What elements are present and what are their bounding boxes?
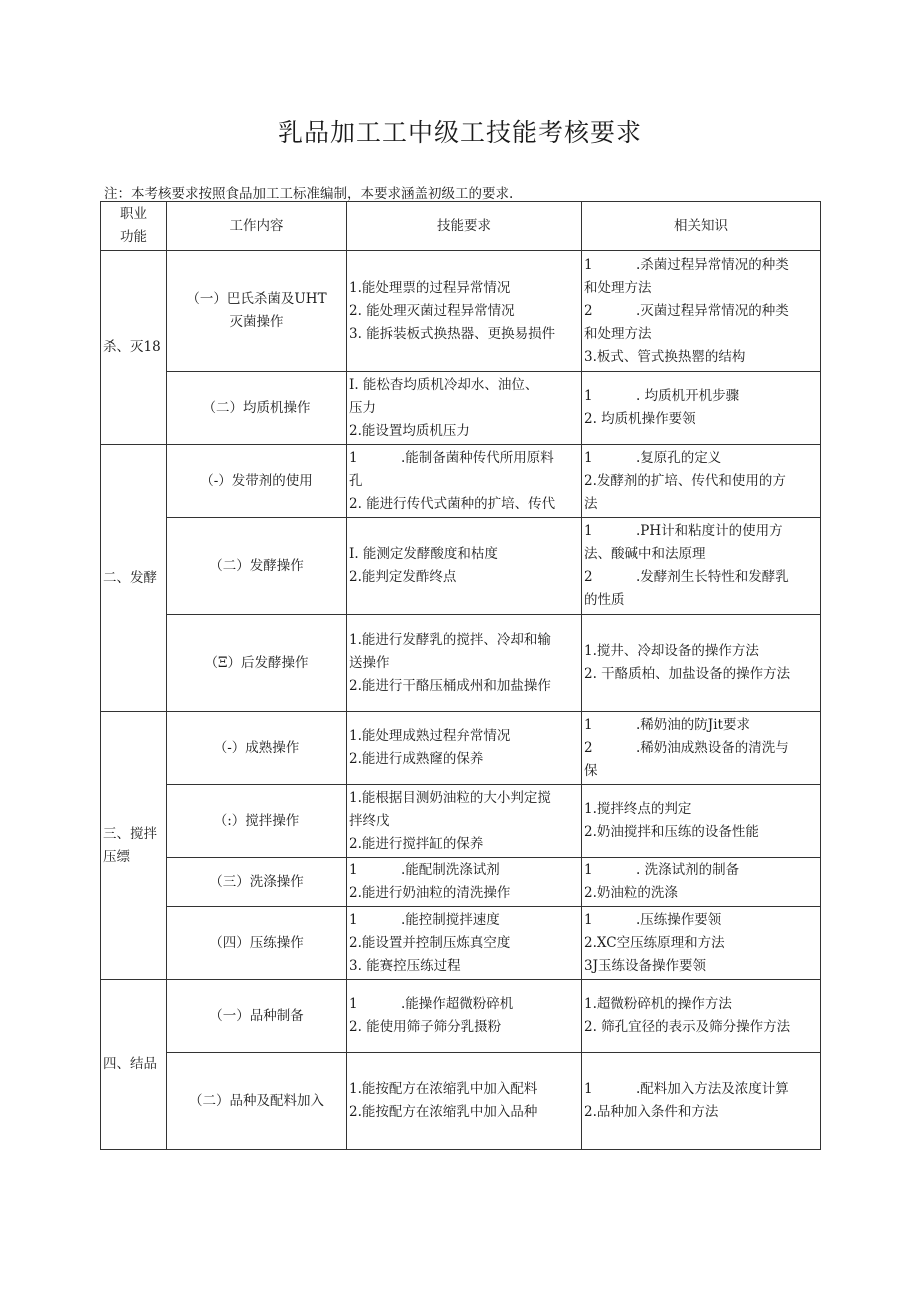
- item-text: 3.板式、管式换热罂的结构: [584, 348, 746, 365]
- work-content-cell: [167, 518, 347, 615]
- knowledge-line: [584, 859, 818, 882]
- work-line: （四）压练操作: [209, 934, 304, 951]
- table-row: [101, 1053, 821, 1150]
- item-text: 2.品种加入条件和方法: [584, 1104, 719, 1120]
- work-content-cell: [167, 785, 347, 858]
- knowledge-line: [584, 955, 818, 978]
- knowledge-line: [584, 714, 818, 737]
- knowledge-line: [584, 566, 818, 589]
- item-number: 2: [584, 569, 593, 585]
- item-text: 3. 能赛控压练过程: [349, 957, 461, 974]
- related-knowledge-cell: [582, 372, 821, 445]
- knowledge-line: [584, 909, 818, 932]
- knowledge-line: [584, 589, 818, 612]
- work-line: （一）品种制备: [209, 1007, 304, 1024]
- skill-line: [349, 1101, 579, 1124]
- skill-line: [349, 1078, 579, 1101]
- skill-requirement-cell: [347, 980, 582, 1053]
- function-cell: [101, 445, 167, 712]
- work-content-cell: [167, 907, 347, 980]
- skill-line: [349, 932, 579, 955]
- knowledge-line: [584, 447, 818, 470]
- item-number: 1: [584, 523, 593, 539]
- knowledge-line: [584, 520, 818, 543]
- related-knowledge-cell: [582, 858, 821, 907]
- header-skill: 技能要求: [347, 202, 582, 251]
- item-text: 1.能处理成熟过程弁常情况: [349, 728, 511, 744]
- item-number: 2: [584, 739, 593, 756]
- knowledge-line: [584, 760, 818, 783]
- item-text: 法、酸碱中和法原理: [584, 546, 706, 562]
- item-text: 2. 能进行传代式菌种的扩培、传代: [349, 495, 556, 512]
- work-content-cell: [167, 372, 347, 445]
- item-number: 1: [584, 911, 593, 928]
- table-row: [101, 518, 821, 615]
- skill-requirement-cell: [347, 712, 582, 785]
- skill-line: [349, 993, 579, 1016]
- item-text: 1.搅井、冷却设备的操作方法: [584, 643, 759, 659]
- skill-line: [349, 859, 579, 882]
- related-knowledge-cell: [582, 980, 821, 1053]
- knowledge-line: [584, 1016, 818, 1039]
- item-text: 送操作: [349, 654, 390, 671]
- function-cell: [101, 712, 167, 980]
- header-work: 工作内容: [167, 202, 347, 251]
- knowledge-line: [584, 470, 818, 493]
- item-text: .发酵剂生长特性和发酵乳: [636, 569, 789, 585]
- table-body: [101, 251, 821, 1150]
- item-text: 法: [584, 495, 598, 512]
- skill-line: [349, 955, 579, 978]
- item-text: 2.能进行奶油粒的清洗操作: [349, 885, 511, 901]
- item-text: 2.能判定发酢终点: [349, 569, 457, 585]
- skill-requirement-cell: [347, 785, 582, 858]
- skill-line: [349, 543, 579, 566]
- item-text: 2.能进行成熟窿的保养: [349, 751, 484, 767]
- work-line: （二）发酵操作: [209, 557, 304, 574]
- skill-line: [349, 833, 579, 856]
- item-text: 1.能按配方在浓缩乳中加入配料: [349, 1081, 538, 1097]
- work-content-cell: [167, 980, 347, 1053]
- function-line: 杀、灭18: [103, 339, 161, 355]
- function-line: 四、结品: [103, 1056, 157, 1072]
- related-knowledge-cell: [582, 518, 821, 615]
- related-knowledge-cell: [582, 445, 821, 518]
- item-number: 1: [584, 862, 593, 878]
- item-text: 2. 能使用筛子筛分乳摄粉: [349, 1019, 502, 1035]
- item-text: .能配制洗涤试剂: [401, 862, 500, 878]
- knowledge-line: [584, 993, 818, 1016]
- item-text: I. 能松杳均质机冷却水、油位、: [349, 376, 539, 393]
- table-row: [101, 907, 821, 980]
- skill-line: [349, 675, 579, 698]
- item-text: .复原孔的定义: [636, 449, 722, 466]
- note-text: 注：本考核要求按照食品加工工标准编制，本要求涵盖初级工的要求.: [104, 186, 514, 202]
- item-text: 2.发酵剂的扩培、传代和使用的方: [584, 472, 786, 489]
- skill-requirement-cell: [347, 615, 582, 712]
- skill-requirement-cell: [347, 858, 582, 907]
- knowledge-line: [584, 1101, 818, 1124]
- knowledge-line: [584, 385, 818, 408]
- work-line: （二）均质机操作: [202, 399, 311, 416]
- knowledge-line: [584, 277, 818, 300]
- item-text: .能制备菌种传代所用原料: [401, 449, 554, 466]
- item-text: 2.能设置均质机压力: [349, 422, 470, 439]
- item-text: 2.能设置并控制压炼真空度: [349, 934, 511, 951]
- table-header-row: [101, 202, 821, 251]
- item-number: 1: [349, 449, 358, 466]
- knowledge-line: [584, 346, 818, 369]
- related-knowledge-cell: [582, 907, 821, 980]
- item-text: 2.XC空压练原理和方法: [584, 934, 725, 951]
- work-content-cell: [167, 445, 347, 518]
- knowledge-line: [584, 543, 818, 566]
- skill-line: [349, 629, 579, 652]
- item-text: 压力: [349, 399, 376, 416]
- knowledge-line: [584, 408, 818, 431]
- knowledge-line: [584, 932, 818, 955]
- knowledge-line: [584, 323, 818, 346]
- skill-line: [349, 420, 579, 443]
- item-text: 2.奶油粒的洗涤: [584, 885, 678, 901]
- related-knowledge-cell: [582, 251, 821, 372]
- function-line: 压缥: [103, 848, 130, 865]
- header-function-line-2: 功能: [120, 229, 147, 245]
- item-text: .稀奶油成熟设备的清洗与: [636, 739, 789, 756]
- skills-table: [100, 201, 821, 1150]
- item-text: 的性质: [584, 592, 625, 608]
- related-knowledge-cell: [582, 785, 821, 858]
- knowledge-line: [584, 821, 818, 844]
- skill-requirement-cell: [347, 518, 582, 615]
- item-text: 3J玉练设备操作要领: [584, 957, 707, 974]
- work-line: （二）品种及配料加入: [189, 1092, 324, 1109]
- skill-requirement-cell: [347, 372, 582, 445]
- table-row: [101, 785, 821, 858]
- item-text: 2.能进行干酪压桶成州和加盐操作: [349, 677, 551, 694]
- item-text: .稀奶油的防Jit要求: [636, 716, 750, 733]
- skill-line: [349, 470, 579, 493]
- item-number: 1: [584, 256, 593, 273]
- item-text: 2. 筛孔宜径的表示及筛分操作方法: [584, 1019, 791, 1035]
- item-text: 1.能根据目测奶油粒的大小判定搅: [349, 789, 551, 806]
- item-number: 1: [349, 996, 358, 1012]
- item-text: I. 能测定发酵酸度和枯度: [349, 546, 498, 562]
- table-row: [101, 251, 821, 372]
- item-text: 2.能按配方在浓缩乳中加入品种: [349, 1104, 538, 1120]
- item-text: .杀菌过程异常情况的种类: [636, 256, 789, 273]
- work-line: （:）搅拌操作: [213, 812, 300, 829]
- skill-line: [349, 810, 579, 833]
- header-knowledge: 相关知识: [582, 202, 821, 251]
- related-knowledge-cell: [582, 615, 821, 712]
- knowledge-line: [584, 737, 818, 760]
- knowledge-line: [584, 882, 818, 905]
- skill-line: [349, 909, 579, 932]
- function-line: 二、发酵: [103, 569, 157, 586]
- function-cell: [101, 251, 167, 445]
- skill-line: [349, 447, 579, 470]
- item-number: 1: [584, 449, 593, 466]
- knowledge-line: [584, 300, 818, 323]
- item-text: .PH计和粘度计的使用方: [636, 523, 783, 539]
- table-row: [101, 615, 821, 712]
- item-text: 拌终戊: [349, 812, 390, 829]
- skill-line: [349, 748, 579, 771]
- work-content-cell: [167, 615, 347, 712]
- skill-line: [349, 566, 579, 589]
- item-text: 1.搅拌终点的判定: [584, 801, 692, 817]
- skill-line: [349, 725, 579, 748]
- item-text: 1.超微粉碎机的操作方法: [584, 996, 732, 1012]
- related-knowledge-cell: [582, 1053, 821, 1150]
- work-line: （-）成熟操作: [213, 739, 300, 756]
- related-knowledge-cell: [582, 712, 821, 785]
- item-text: 和处理方法: [584, 325, 652, 342]
- item-text: 2. 干酪质柏、加盐设备的操作方法: [584, 666, 791, 682]
- work-line: （三）洗涤操作: [209, 873, 304, 890]
- skill-line: [349, 374, 579, 397]
- item-text: 2.奶油搅拌和压练的设备性能: [584, 824, 759, 840]
- item-text: .灭菌过程异常情况的种类: [636, 302, 789, 319]
- knowledge-line: [584, 798, 818, 821]
- skill-requirement-cell: [347, 907, 582, 980]
- skill-line: [349, 1016, 579, 1039]
- skill-line: [349, 787, 579, 810]
- skill-line: [349, 882, 579, 905]
- item-number: 1: [584, 388, 593, 404]
- skill-line: [349, 277, 579, 300]
- skill-line: [349, 397, 579, 420]
- work-content-cell: [167, 1053, 347, 1150]
- function-cell: [101, 980, 167, 1150]
- work-line: （-）发带剂的使用: [200, 472, 313, 489]
- item-text: 孔: [349, 472, 363, 489]
- knowledge-line: [584, 663, 818, 686]
- item-number: 2: [584, 302, 593, 319]
- item-text: 3. 能拆装板式换热器、更换易损件: [349, 325, 556, 342]
- item-text: . 均质机开机步骤: [636, 388, 740, 404]
- page-title: 乳品加工工中级工技能考核要求: [277, 118, 642, 147]
- header-function-line-1: 职业: [120, 206, 147, 222]
- knowledge-line: [584, 254, 818, 277]
- item-text: 保: [584, 762, 598, 779]
- item-text: 2.能进行搅拌缸的保养: [349, 835, 484, 852]
- item-text: .配料加入方法及浓度计算: [636, 1081, 789, 1097]
- item-number: 1: [584, 1081, 593, 1097]
- skill-requirement-cell: [347, 251, 582, 372]
- table-row: [101, 445, 821, 518]
- item-text: 1.能进行发酵乳的搅拌、冷却和输: [349, 631, 551, 648]
- skill-requirement-cell: [347, 445, 582, 518]
- skill-line: [349, 323, 579, 346]
- skill-line: [349, 300, 579, 323]
- work-content-cell: [167, 858, 347, 907]
- function-line: 三、搅拌: [103, 825, 157, 842]
- work-line: 灭菌操作: [229, 314, 284, 330]
- work-content-cell: [167, 251, 347, 372]
- skill-line: [349, 493, 579, 516]
- item-number: 1: [584, 716, 593, 733]
- knowledge-line: [584, 1078, 818, 1101]
- item-text: 和处理方法: [584, 279, 652, 296]
- item-text: 1.能处理票的过程异常情况: [349, 279, 511, 296]
- item-text: .能操作超微粉碎机: [401, 996, 514, 1012]
- work-content-cell: [167, 712, 347, 785]
- knowledge-line: [584, 493, 818, 516]
- header-function: [101, 202, 167, 251]
- table-row: [101, 712, 821, 785]
- knowledge-line: [584, 640, 818, 663]
- item-number: 1: [349, 911, 358, 928]
- skill-line: [349, 652, 579, 675]
- table-row: [101, 858, 821, 907]
- work-line: （Ξ）后发酵操作: [204, 654, 309, 671]
- skill-requirement-cell: [347, 1053, 582, 1150]
- item-text: 2. 均质机操作要领: [584, 411, 696, 427]
- item-text: 2. 能处理灭菌过程异常情况: [349, 302, 515, 319]
- item-text: .压练操作要领: [636, 911, 722, 928]
- item-number: 1: [349, 862, 358, 878]
- table-row: [101, 372, 821, 445]
- item-text: .能控制搅拌速度: [401, 911, 500, 928]
- work-line: （一）巴氏杀菌及UHT: [186, 291, 327, 307]
- table-row: [101, 980, 821, 1053]
- item-text: . 洗涤试剂的制备: [636, 862, 740, 878]
